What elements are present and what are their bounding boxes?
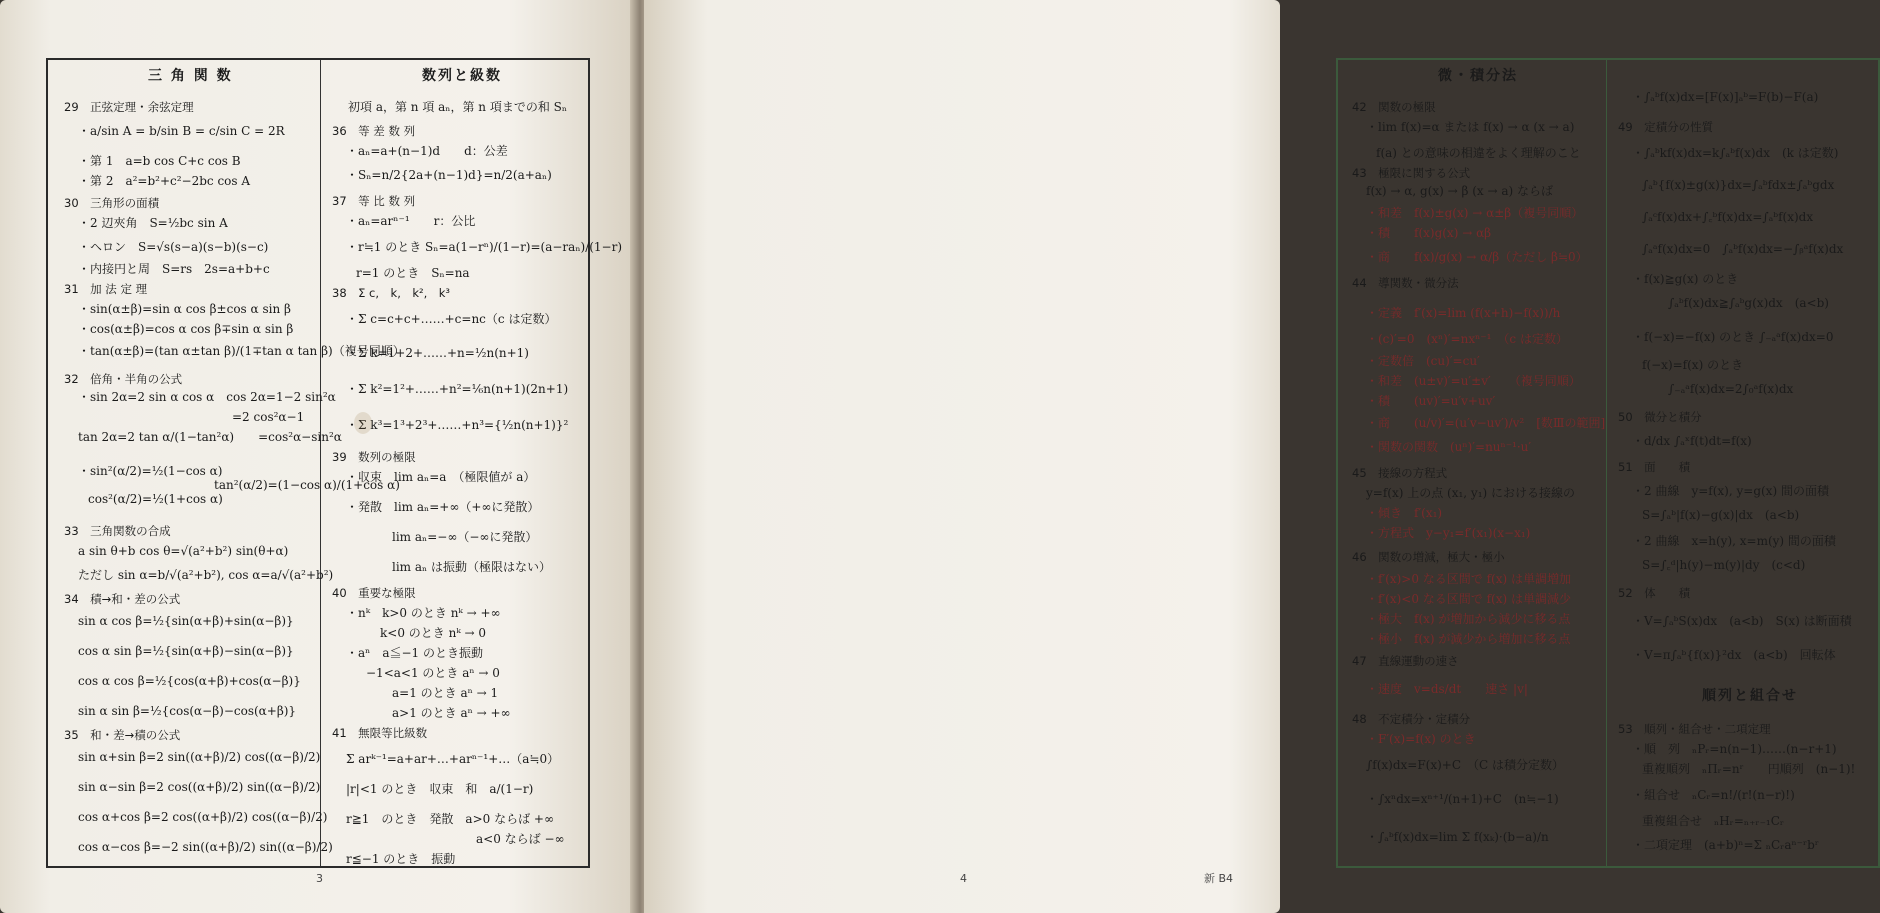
formula-line: ・lim f(x)=α または f(x) → α (x → a) (1366, 120, 1575, 134)
formula-topic: 34 積→和・差の公式 (64, 592, 181, 606)
formula-topic: 39 数列の極限 (332, 450, 416, 464)
formula-line: r≧1 のとき 発散 a>0 ならば +∞ (346, 812, 554, 826)
formula-line: ∫ₐᵇf(x)dx≧∫ₐᵇg(x)dx (a<b) (1668, 296, 1829, 310)
formula-line: ・cos(α±β)=cos α cos β∓sin α sin β (78, 322, 294, 336)
formula-line: ・(c)′=0 (xⁿ)′=nxⁿ⁻¹ （c は定数） (1366, 332, 1568, 346)
left-page (0, 0, 636, 913)
formula-line: ・sin 2α=2 sin α cos α cos 2α=1−2 sin²α (78, 390, 336, 404)
formula-line: ・sin²(α/2)=½(1−cos α) (78, 464, 223, 478)
formula-line: ・内接円と周 S=rs 2s=a+b+c (78, 262, 270, 276)
formula-line: ・発散 lim aₙ=+∞（+∞に発散） (346, 500, 540, 514)
formula-line: f(−x)=f(x) のとき (1642, 358, 1744, 372)
formula-line: tan 2α=2 tan α/(1−tan²α) =cos²α−sin²α (78, 430, 342, 444)
column-divider (1606, 60, 1607, 866)
paper-stain (354, 412, 372, 434)
formula-topic: 48 不定積分・定積分 (1352, 712, 1471, 726)
formula-topic: 38 Σ c, k, k², k³ (332, 286, 451, 300)
formula-line: ・積 f(x)g(x) → αβ (1366, 226, 1492, 240)
formula-topic: 46 関数の増減，極大・極小 (1352, 550, 1505, 564)
column-divider (320, 60, 321, 866)
formula-line: ・a/sin A = b/sin B = c/sin C = 2R (78, 124, 285, 138)
formula-line: ・aₙ=a+(n−1)d d：公差 (346, 144, 508, 158)
formula-line: ・収束 lim aₙ=a （極限値が a） (346, 470, 536, 484)
formula-topic: 40 重要な極限 (332, 586, 416, 600)
formula-line: ・Σ k=1+2+……+n=½n(n+1) (346, 346, 529, 360)
formula-line: ・商 f(x)/g(x) → α/β（ただし β≒0） (1366, 250, 1588, 264)
formula-line: ・f′(x)>0 なる区間で f(x) は単調増加 (1366, 572, 1572, 586)
formula-line: ・sin(α±β)=sin α cos β±cos α sin β (78, 302, 291, 316)
formula-line: ・Σ c=c+c+……+c=nc（c は定数） (346, 312, 557, 326)
formula-line: sin α sin β=½{cos(α−β)−cos(α+β)} (78, 704, 297, 718)
section-heading: 数列と級数 (422, 68, 502, 84)
formula-line: ・速度 v=ds/dt 速さ |v| (1366, 682, 1528, 696)
formula-line: ・極小 f(x) が減少から増加に移る点 (1366, 632, 1571, 646)
formula-line: |r|<1 のとき 収束 和 a/(1−r) (346, 782, 534, 796)
formula-line: ・nᵏ k>0 のとき nᵏ → +∞ (346, 606, 501, 620)
formula-topic: 47 直線運動の速さ (1352, 654, 1459, 668)
formula-topic: 32 倍角・半角の公式 (64, 372, 183, 386)
formula-topic: 33 三角関数の合成 (64, 524, 171, 538)
formula-topic: 41 無限等比級数 (332, 726, 428, 740)
formula-line: a sin θ+b cos θ=√(a²+b²) sin(θ+α) (78, 544, 289, 558)
formula-line: ・方程式 y−y₁=f′(x₁)(x−x₁) (1366, 526, 1531, 540)
formula-line: ・f(−x)=−f(x) のとき ∫₋ₐᵃf(x)dx=0 (1632, 330, 1834, 344)
right-page-frame (1336, 58, 1880, 868)
formula-line: ・∫xⁿdx=xⁿ⁺¹/(n+1)+C (n≒−1) (1366, 792, 1559, 806)
section-heading: 微・積分法 (1438, 68, 1518, 84)
formula-line: ・二項定理 (a+b)ⁿ=Σ ₙCᵣaⁿ⁻ʳbʳ (1632, 838, 1820, 852)
formula-line: S=∫ₐᵇ|f(x)−g(x)|dx (a<b) (1642, 508, 1800, 522)
formula-line: sin α cos β=½{sin(α+β)+sin(α−β)} (78, 614, 294, 628)
formula-line: ・商 (u/v)′=(u′v−uv′)/v² [数Ⅲの範囲] (1366, 416, 1606, 430)
formula-line: f(a) との意味の相違をよく理解のこと (1376, 146, 1581, 160)
formula-line: lim aₙ=−∞（−∞に発散） (392, 530, 538, 544)
formula-line: ・Sₙ=n/2{2a+(n−1)d}=n/2(a+aₙ) (346, 168, 552, 182)
formula-line: ・F′(x)=f(x) のとき (1366, 732, 1476, 746)
formula-topic: 35 和・差→積の公式 (64, 728, 181, 742)
formula-topic: 31 加 法 定 理 (64, 282, 148, 296)
formula-topic: 29 正弦定理・余弦定理 (64, 100, 194, 114)
formula-line: =2 cos²α−1 (232, 410, 305, 424)
formula-line: S=∫꜀ᵈ|h(y)−m(y)|dy (c<d) (1642, 558, 1806, 572)
formula-line: ・傾き f′(x₁) (1366, 506, 1443, 520)
formula-line: ・積 (uv)′=u′v+uv′ (1366, 394, 1496, 408)
section-heading: 順列と組合せ (1702, 688, 1798, 704)
formula-line: a<0 ならば −∞ (476, 832, 565, 846)
formula-line: ・第 1 a=b cos C+c cos B (78, 154, 241, 168)
formula-topic: 52 体 積 (1618, 586, 1691, 600)
formula-line: ・V=∫ₐᵇS(x)dx (a<b) S(x) は断面積 (1632, 614, 1852, 628)
formula-line: ・∫ₐᵇf(x)dx=[F(x)]ₐᵇ=F(b)−F(a) (1632, 90, 1819, 104)
formula-line: ∫ₐᵃf(x)dx=0 ∫ₐᵇf(x)dx=−∫ᵦᵃf(x)dx (1642, 242, 1844, 256)
formula-topic: 50 微分と積分 (1618, 410, 1702, 424)
formula-topic: 43 極限に関する公式 (1352, 166, 1471, 180)
formula-line: ・Σ k³=1³+2³+……+n³={½n(n+1)}² (346, 418, 569, 432)
formula-line: cos α sin β=½{sin(α+β)−sin(α−β)} (78, 644, 294, 658)
formula-line: cos²(α/2)=½(1+cos α) (88, 492, 223, 506)
formula-topic: 37 等 比 数 列 (332, 194, 416, 208)
formula-line: ・ヘロン S=√s(s−a)(s−b)(s−c) (78, 240, 269, 254)
page-number: 3 (316, 872, 323, 885)
formula-line: ・∫ₐᵇkf(x)dx=k∫ₐᵇf(x)dx (k は定数) (1632, 146, 1839, 160)
formula-topic: 51 面 積 (1618, 460, 1691, 474)
formula-line: ・f(x)≧g(x) のとき (1632, 272, 1739, 286)
formula-line: ∫₋ₐᵃf(x)dx=2∫₀ᵃf(x)dx (1668, 382, 1794, 396)
left-page-frame (46, 58, 623, 868)
formula-line: cos α−cos β=−2 sin((α+β)/2) sin((α−β)/2) (78, 840, 333, 854)
formula-line: r≦−1 のとき 振動 (346, 852, 456, 866)
page-number: 4 (960, 872, 967, 885)
formula-line: 初項 a，第 n 項 aₙ，第 n 項までの和 Sₙ (348, 100, 568, 114)
formula-line: ・定数倍 (cu)′=cu′ (1366, 354, 1480, 368)
formula-line: ・V=π∫ₐᵇ{f(x)}²dx (a<b) 回転体 (1632, 648, 1836, 662)
formula-line: ∫ₐᵇ{f(x)±g(x)}dx=∫ₐᵇfdx±∫ₐᵇgdx (1642, 178, 1835, 192)
formula-line: ・極大 f(x) が増加から減少に移る点 (1366, 612, 1571, 626)
section-heading: 三 角 関 数 (148, 68, 233, 84)
formula-line: ∫f(x)dx=F(x)+C （C は積分定数） (1366, 758, 1565, 772)
formula-line: y=f(x) 上の点 (x₁, y₁) における接線の (1366, 486, 1576, 500)
right-page (644, 0, 1856, 913)
formula-line: ・2 曲線 y=f(x), y=g(x) 間の面積 (1632, 484, 1829, 498)
formula-line: ただし sin α=b/√(a²+b²), cos α=a/√(a²+b²) (78, 568, 334, 582)
formula-line: ・組合せ ₙCᵣ=n!/(r!(n−r)!) (1632, 788, 1795, 802)
formula-line: r=1 のとき Sₙ=na (356, 266, 470, 280)
formula-line: ・定義 f′(x)=lim (f(x+h)−f(x))/h (1366, 306, 1561, 320)
formula-line: ・2 曲線 x=h(y), x=m(y) 間の面積 (1632, 534, 1836, 548)
formula-topic: 53 順列・組合せ・二項定理 (1618, 722, 1771, 736)
formula-topic: 30 三角形の面積 (64, 196, 160, 210)
formula-line: ・aₙ=arⁿ⁻¹ r：公比 (346, 214, 476, 228)
formula-line: ・∫ₐᵇf(x)dx=lim Σ f(xₖ)·(b−a)/n (1366, 830, 1549, 844)
formula-line: tan²(α/2)=(1−cos α)/(1+cos α) (214, 478, 400, 492)
formula-line: k<0 のとき nᵏ → 0 (380, 626, 487, 640)
formula-line: lim aₙ は振動（極限はない） (392, 560, 552, 574)
formula-line: −1<a<1 のとき aⁿ → 0 (366, 666, 500, 680)
formula-line: 重複組合せ ₙHᵣ=ₙ₊ᵣ₋₁Cᵣ (1642, 814, 1785, 828)
formula-topic: 45 接線の方程式 (1352, 466, 1448, 480)
formula-line: ・順 列 ₙPᵣ=n(n−1)……(n−r+1) (1632, 742, 1837, 756)
formula-line: ・tan(α±β)=(tan α±tan β)/(1∓tan α tan β)（複号同順） (78, 344, 405, 358)
formula-line: a=1 のとき aⁿ → 1 (392, 686, 499, 700)
formula-topic: 44 導関数・微分法 (1352, 276, 1459, 290)
formula-topic: 42 関数の極限 (1352, 100, 1436, 114)
formula-line: ∫ₐᶜf(x)dx+∫꜀ᵇf(x)dx=∫ₐᵇf(x)dx (1642, 210, 1814, 224)
formula-line: Σ arᵏ⁻¹=a+ar+…+arⁿ⁻¹+…（a≒0） (346, 752, 560, 766)
formula-line: a>1 のとき aⁿ → +∞ (392, 706, 511, 720)
formula-line: sin α+sin β=2 sin((α+β)/2) cos((α−β)/2) (78, 750, 321, 764)
formula-line: ・aⁿ a≦−1 のとき振動 (346, 646, 484, 660)
formula-line: 重複順列 ₙΠᵣ=nʳ 円順列 (n−1)! (1642, 762, 1856, 776)
formula-line: cos α+cos β=2 cos((α+β)/2) cos((α−β)/2) (78, 810, 328, 824)
formula-line: sin α−sin β=2 cos((α+β)/2) sin((α−β)/2) (78, 780, 321, 794)
formula-line: ・r≒1 のとき Sₙ=a(1−rⁿ)/(1−r)=(a−raₙ)/(1−r) (346, 240, 623, 254)
formula-line: ・和差 (u±v)′=u′±v′ （複号同順） (1366, 374, 1581, 388)
formula-line: ・第 2 a²=b²+c²−2bc cos A (78, 174, 251, 188)
formula-topic: 36 等 差 数 列 (332, 124, 416, 138)
formula-topic: 49 定積分の性質 (1618, 120, 1714, 134)
formula-line: ・和差 f(x)±g(x) → α±β（複号同順） (1366, 206, 1584, 220)
formula-line: ・f′(x)<0 なる区間で f(x) は単調減少 (1366, 592, 1572, 606)
edition-mark: 新 B4 (1204, 872, 1234, 885)
formula-line: ・2 辺夾角 S=½bc sin A (78, 216, 228, 230)
formula-line: ・d/dx ∫ₐˣf(t)dt=f(x) (1632, 434, 1752, 448)
formula-line: cos α cos β=½{cos(α+β)+cos(α−β)} (78, 674, 301, 688)
formula-line: ・Σ k²=1²+……+n²=⅙n(n+1)(2n+1) (346, 382, 569, 396)
formula-line: ・関数の関数 (uⁿ)′=nuⁿ⁻¹·u′ (1366, 440, 1532, 454)
formula-line: f(x) → α, g(x) → β (x → a) ならば (1366, 184, 1554, 198)
